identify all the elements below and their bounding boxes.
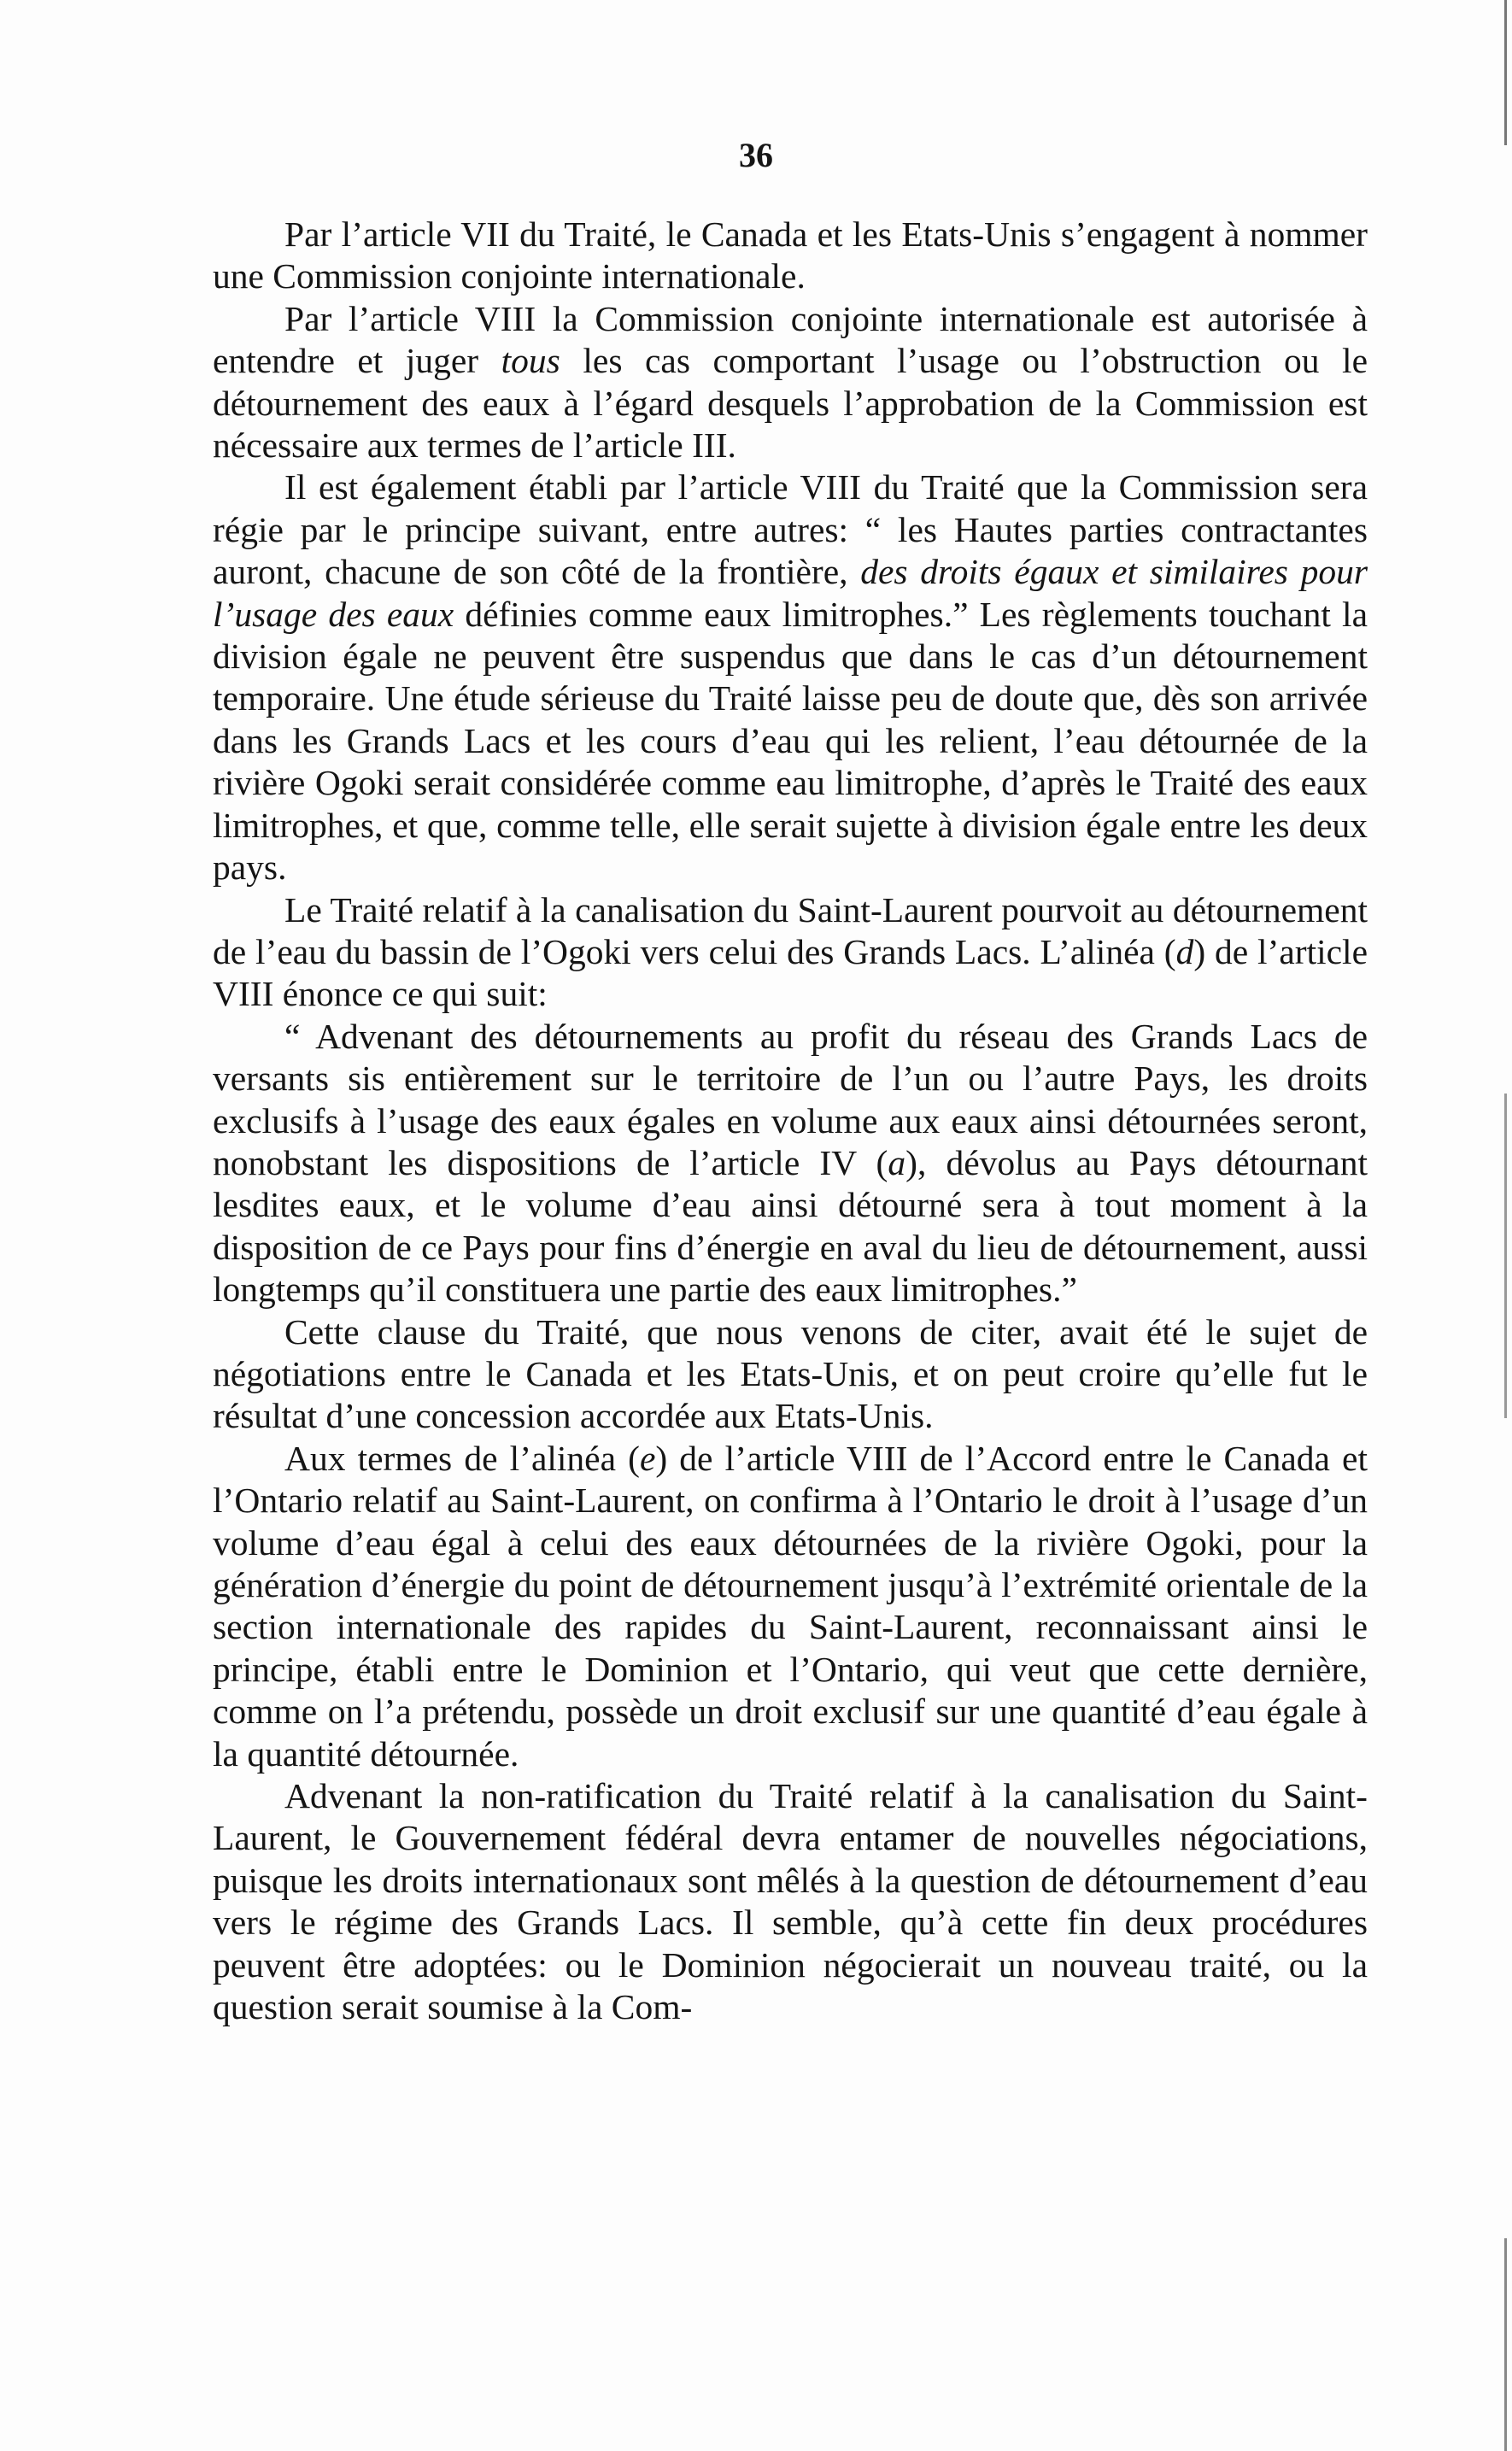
scan-edge-mark [1504, 2238, 1507, 2451]
text-run: Aux termes de l’alinéa ( [284, 1438, 640, 1478]
italic-text: e [639, 1438, 656, 1478]
paragraph [213, 1311, 1368, 1438]
text-run: Le Traité relatif à la canalisation du Saint-Laurent pourvoit au détournement de l’eau du bassin de l’Ogoki vers celui des Grands Lacs. L’alinéa ( [213, 889, 1368, 971]
text-run: ) de l’article VIII énonce ce qui suit: [213, 931, 1368, 1014]
italic-text: a [888, 1142, 906, 1182]
italic-text: tous [501, 341, 560, 381]
text-run: Il est également établi par l’article VIII du Traité que la Commission sera régie par le principe suivant, entre autres: “ les Hautes parties contractantes auront, chacune de son côté de la frontière, [213, 467, 1368, 592]
paragraph [213, 298, 1368, 467]
scan-edge-mark [1504, 0, 1507, 145]
italic-text: des droits égaux et similaires pour l’usage des eaux [213, 552, 1368, 634]
page-number: 36 [739, 136, 773, 174]
paragraph [213, 1438, 1368, 1775]
text-run: ) de l’article VIII de l’Accord entre le Canada et l’Ontario relatif au Saint-Laurent, on confirma à l’Ontario le droit à l’usage d’un volume d’eau égal à celui des eaux détournées de la rivière Ogoki, pour la génération d’énergie du point de détournement jusqu’à l’extrémité orientale de la section internationale des rapides du Saint-Laurent, reconnaissant ainsi le principe, établi entre le Dominion et l’Ontario, qui veut que cette dernière, comme on l’a prétendu, possède un droit exclusif sur une quantité d’eau égale à la quantité détournée. [213, 1438, 1368, 1774]
text-run: définies comme eaux limitrophes.” Les règlements touchant la division égale ne peuvent être suspendus que dans le cas d’un détournement temporaire. Une étude sérieuse du Traité laisse peu de doute que, dès son arrivée dans les Grands Lacs et les cours d’eau qui les relient, l’eau détournée de la rivière Ogoki serait considérée comme eau limitrophe, d’après le Traité des eaux limitrophes, et que, comme telle, elle serait sujette à division égale entre les deux pays. [213, 594, 1368, 888]
paragraph [213, 889, 1368, 1016]
text-run: Cette clause du Traité, que nous venons de citer, avait été le sujet de négotiations entre le Canada et les Etats-Unis, et on peut croire qu’elle fut le résultat d’une concession accordée aux Etats-Unis. [213, 1311, 1368, 1436]
paragraph [213, 1775, 1368, 2028]
text-run: Advenant la non-ratification du Traité relatif à la canalisation du Saint-Laurent, le Gouvernement fédéral devra entamer de nouvelles négociations, puisque les droits internationaux sont mêlés à la question de détournement d’eau vers le régime des Grands Lacs. Il semble, qu’à cette fin deux procédures peuvent être adoptées: ou le Dominion négocierait un nouveau traité, ou la question serait soumise à la Com- [213, 1776, 1368, 2027]
italic-text: d [1175, 931, 1194, 971]
text-run: Par l’article VIII la Commission conjointe internationale est autorisée à entendre et juger [213, 298, 1368, 381]
text-run: Par l’article VII du Traité, le Canada et les Etats-Unis s’engagent à nommer une Commission conjointe internationale. [213, 214, 1368, 296]
text-run: les cas comportant l’usage ou l’obstruction ou le détournement des eaux à l’égard desquels l’approbation de la Commission est nécessaire aux termes de l’article III. [213, 341, 1368, 466]
text-run: ), dévolus au Pays détournant lesdites eaux, et le volume d’eau ainsi détourné sera à tout moment à la disposition de ce Pays pour fins d’énergie en aval du lieu de détournement, aussi longtemps qu’il constituera une partie des eaux limitrophes.” [213, 1142, 1368, 1310]
block-quote [213, 1016, 1368, 1311]
paragraph [213, 214, 1368, 298]
scan-edge-mark [1504, 1094, 1507, 1418]
body-text [213, 214, 1368, 2028]
paragraph [213, 466, 1368, 888]
text-run: “ Advenant des détournements au profit du réseau des Grands Lacs de versants sis entièrement sur le territoire de l’un ou l’autre Pays, les droits exclusifs à l’usage des eaux égales en volume aux eaux ainsi détournées seront, nonobstant les dispositions de l’article IV ( [213, 1016, 1368, 1182]
